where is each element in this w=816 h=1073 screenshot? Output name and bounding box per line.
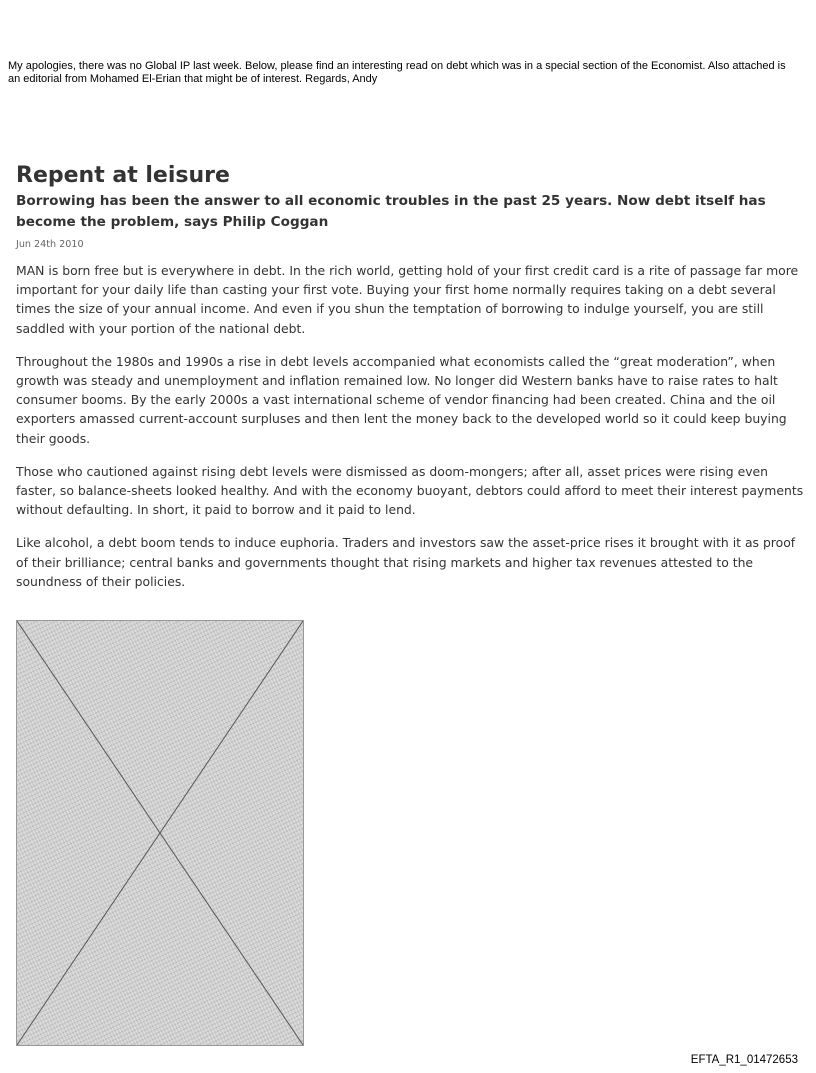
article-date: Jun 24th 2010 bbox=[16, 239, 84, 250]
article-paragraph: Throughout the 1980s and 1990s a rise in debt levels accompanied what economists called the “great moderation”, when growth was steady and unemployment and inflation remained low. No longer did Western banks have to raise rates to halt consumer booms. By the early 2000s a vast international scheme of vendor financing had been created. China and the oil exporters amassed current-account surpluses and then lent the money back to the developed world so it could keep buying their goods. bbox=[16, 353, 787, 446]
article-rubric: Borrowing has been the answer to all economic troubles in the past 25 years. Now debt itself has become the problem, says Philip Coggan bbox=[16, 193, 766, 230]
email-intro-text: My apologies, there was no Global IP last week. Below, please find an interesting read on debt which was in a special section of the Economist. Also attached is an editorial from Mohamed El-Erian that might be of interest. Regards, Andy bbox=[8, 60, 786, 85]
document-id: EFTA_R1_01472653 bbox=[690, 1054, 798, 1066]
article-paragraph: Like alcohol, a debt boom tends to induce euphoria. Traders and investors saw the asset-price rises it brought with it as proof of their brilliance; central banks and governments thought that rising markets and higher tax revenues attested to the soundness of their policies. bbox=[16, 535, 796, 589]
article-paragraph: Those who cautioned against rising debt levels were dismissed as doom-mongers; after all, asset prices were rising even faster, so balance-sheets looked healthy. And with the economy buoyant, debtors could afford to meet their interest payments without defaulting. In short, it paid to borrow and it paid to lend. bbox=[16, 463, 804, 518]
missing-image-placeholder bbox=[16, 620, 304, 1046]
article-paragraph: MAN is born free but is everywhere in debt. In the rich world, getting hold of your first credit card is a rite of passage far more important for your daily life than casting your first vote. Buying your first home normally requires taking on a debt several times the size of your annual income. And even if you shun the temptation of borrowing to indulge yourself, you are still saddled with your portion of the national debt. bbox=[16, 263, 799, 336]
article-headline: Repent at leisure bbox=[16, 163, 230, 188]
article bbox=[16, 163, 806, 591]
broken-image-icon bbox=[17, 621, 303, 1045]
